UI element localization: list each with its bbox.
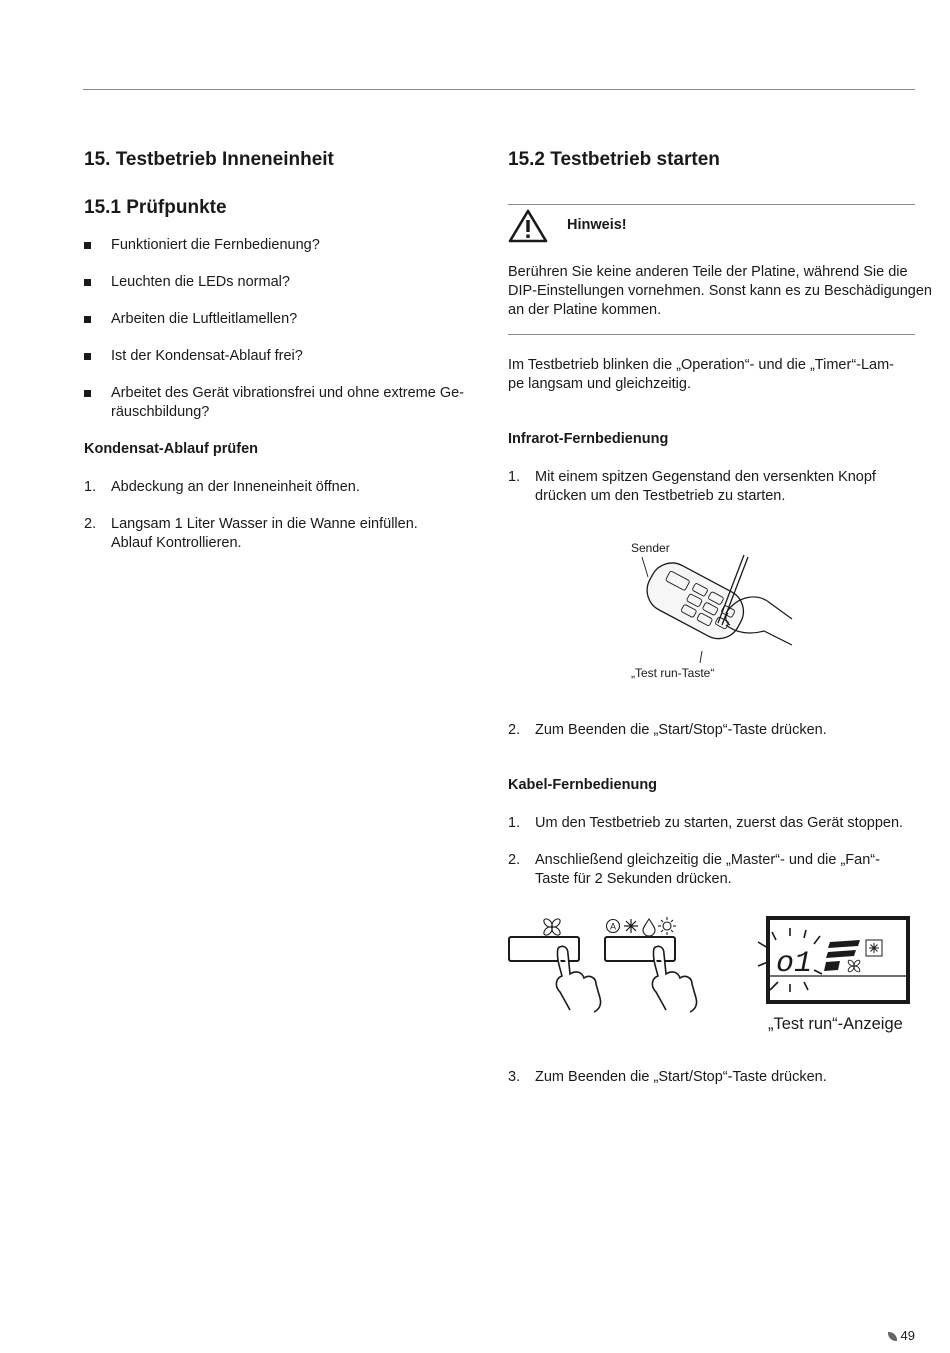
mode-icons xyxy=(607,917,677,936)
wired-remote-heading: Kabel-Fernbedienung xyxy=(508,777,658,793)
bullet-icon xyxy=(84,390,91,397)
section-title: 15. Testbetrieb Inneneinheit xyxy=(84,149,334,170)
bullet-icon xyxy=(84,353,91,360)
master-button-illustration xyxy=(604,914,704,1014)
display-digits: o1 xyxy=(776,947,813,981)
note-top-rule xyxy=(508,204,915,205)
subsection-title: 15.1 Prüfpunkte xyxy=(84,197,227,218)
sender-label: Sender xyxy=(631,541,670,555)
fan-button-illustration xyxy=(508,914,604,1014)
bullet-icon xyxy=(84,279,91,286)
note-bottom-rule xyxy=(508,334,915,335)
note-label: Hinweis! xyxy=(567,217,627,233)
test-run-display-illustration xyxy=(756,914,912,1006)
display-caption: „Test run“-Anzeige xyxy=(768,1015,903,1033)
fan-icon xyxy=(542,917,561,936)
svg-text:A: A xyxy=(609,921,617,932)
page-footer xyxy=(888,1328,915,1343)
drain-heading: Kondensat-Ablauf prüfen xyxy=(84,441,258,457)
leaf-icon xyxy=(888,1332,897,1341)
remote-control-illustration xyxy=(630,555,800,665)
warning-icon xyxy=(508,208,548,244)
test-run-key-label: „Test run-Taste“ xyxy=(631,666,715,680)
note-line: an der Platine kommen. xyxy=(508,302,662,318)
ir-remote-heading: Infrarot-Fernbedienung xyxy=(508,431,669,447)
bullet-icon xyxy=(84,316,91,323)
bullet-icon xyxy=(84,242,91,249)
note-line: DIP-Einstellungen vornehmen. Sonst kann es zu Beschädigungen xyxy=(508,283,932,299)
note-line: Berühren Sie keine anderen Teile der Platine, während Sie die xyxy=(508,264,908,280)
section-title-test-run: 15.2 Testbetrieb starten xyxy=(508,149,720,170)
intro-line: pe langsam und gleichzeitig. xyxy=(508,376,691,392)
page-number: 49 xyxy=(900,1328,915,1343)
intro-line: Im Testbetrieb blinken die „Operation“- und die „Timer“-Lam- xyxy=(508,357,895,373)
header-rule xyxy=(83,89,915,90)
